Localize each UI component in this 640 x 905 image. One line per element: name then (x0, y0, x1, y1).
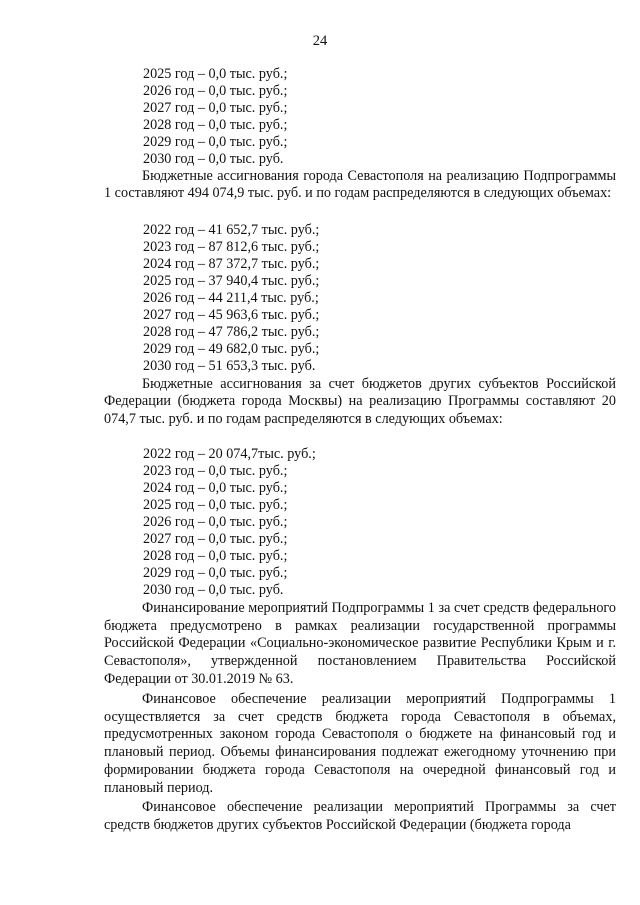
paragraph-moscow-allocations: Бюджетные ассигнования за счет бюджетов других субъектов Российской Федерации (бюджета города Москвы) на реализацию Программы составляют 20 074,7 тыс. руб. и по годам распределяются в следующих объемах: (104, 376, 616, 427)
year-line: 2026 год – 44 211,4 тыс. руб.; (143, 290, 319, 306)
year-line: 2025 год – 0,0 тыс. руб.; (143, 66, 288, 82)
paragraph-other-subjects: Финансовое обеспечение реализации мероприятий Программы за счет средств бюджетов других субъектов Российской Федерации (бюджета города (104, 799, 616, 833)
year-line: 2029 год – 49 682,0 тыс. руб.; (143, 341, 320, 357)
year-line: 2025 год – 37 940,4 тыс. руб.; (143, 273, 320, 289)
year-line: 2022 год – 41 652,7 тыс. руб.; (143, 222, 320, 238)
year-line: 2028 год – 47 786,2 тыс. руб.; (143, 324, 320, 340)
paragraph-financial-provision: Финансовое обеспечение реализации мероприятий Подпрограммы 1 осуществляется за счет средств бюджета города Севастополя в объемах, предусмотренных законом города Севастополя о бюджете на финансовый год и плановый период. Объемы финансирования подлежат ежегодному уточнению при формировании бюджета города Севастополя на очередной финансовый год и плановый период. (104, 691, 616, 796)
year-line: 2026 год – 0,0 тыс. руб.; (143, 83, 288, 99)
year-line: 2027 год – 0,0 тыс. руб.; (143, 531, 288, 547)
year-line: 2026 год – 0,0 тыс. руб.; (143, 514, 288, 530)
year-line: 2023 год – 87 812,6 тыс. руб.; (143, 239, 320, 255)
year-line: 2022 год – 20 074,7тыс. руб.; (143, 446, 316, 462)
page-number: 24 (312, 33, 328, 49)
year-line: 2030 год – 0,0 тыс. руб. (143, 582, 284, 598)
year-line: 2028 год – 0,0 тыс. руб.; (143, 117, 288, 133)
year-line: 2030 год – 51 653,3 тыс. руб. (143, 358, 316, 374)
year-line: 2029 год – 0,0 тыс. руб.; (143, 565, 288, 581)
year-line: 2025 год – 0,0 тыс. руб.; (143, 497, 288, 513)
year-line: 2028 год – 0,0 тыс. руб.; (143, 548, 288, 564)
year-line: 2027 год – 0,0 тыс. руб.; (143, 100, 288, 116)
paragraph-federal-financing: Финансирование мероприятий Подпрограммы 1 за счет средств федерального бюджета предусмотрено в рамках реализации государственной программы Российской Федерации «Социально-экономическое развитие Республики Крым и г. Севастополя», утвержденной постановлением Правительства Российской Федерации от 30.01.2019 № 63. (104, 600, 616, 687)
year-line: 2024 год – 0,0 тыс. руб.; (143, 480, 288, 496)
paragraph-sevastopol-allocations: Бюджетные ассигнования города Севастополя на реализацию Подпрограммы 1 составляют 494 074,9 тыс. руб. и по годам распределяются в следующих объемах: (104, 168, 616, 202)
year-line: 2030 год – 0,0 тыс. руб. (143, 151, 284, 167)
year-line: 2029 год – 0,0 тыс. руб.; (143, 134, 288, 150)
year-line: 2023 год – 0,0 тыс. руб.; (143, 463, 288, 479)
year-line: 2027 год – 45 963,6 тыс. руб.; (143, 307, 320, 323)
year-line: 2024 год – 87 372,7 тыс. руб.; (143, 256, 320, 272)
